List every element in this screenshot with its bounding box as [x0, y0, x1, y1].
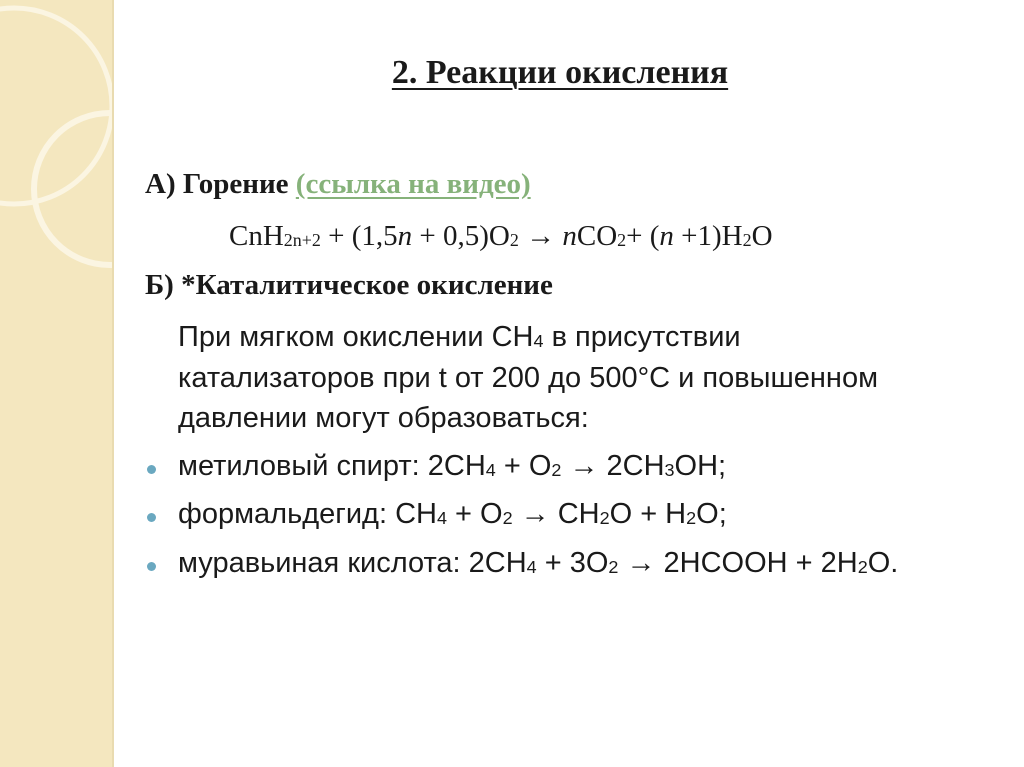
paragraph-line-1: При мягком окислении $CH_4$ в присутствии [178, 321, 741, 353]
combustion-equation: $CnH_{2n+2} + (1,5n + 0,5)O_2 \to nCO_2+ (n +1)H_2O$ [229, 220, 773, 252]
slide-title: 2. Реакции окисления [391, 54, 729, 91]
decorative-circles [0, 0, 112, 767]
list-item-formic-acid: муравьиная кислота: $2CH_4 + 3O_2$ → 2HCOOH + $2H_2O$. [178, 547, 899, 579]
bullet-dot [147, 465, 156, 474]
bullet-dot [147, 513, 156, 522]
paragraph-line-2: катализаторов при t от 200 до 500°С и повышенном [178, 362, 879, 394]
bullet-dot [147, 562, 156, 571]
section-a-heading: А) Горение (ссылка на видео) [145, 168, 531, 200]
section-b-heading: Б) *Каталитическое окисление [145, 269, 553, 301]
decorative-sidebar [0, 0, 112, 767]
paragraph-line-3: давлении могут образоваться: [178, 402, 589, 434]
list-item-methanol: метиловый спирт: $2CH_4 + O_2 \to 2CH_3OH$; [178, 450, 727, 482]
list-item-formaldehyde: формальдегид: $CH_4 + O_2 \to CH_2O + H_2O$; [178, 498, 727, 530]
video-link[interactable]: (ссылка на видео) [295, 168, 531, 200]
sidebar-divider [112, 0, 114, 767]
